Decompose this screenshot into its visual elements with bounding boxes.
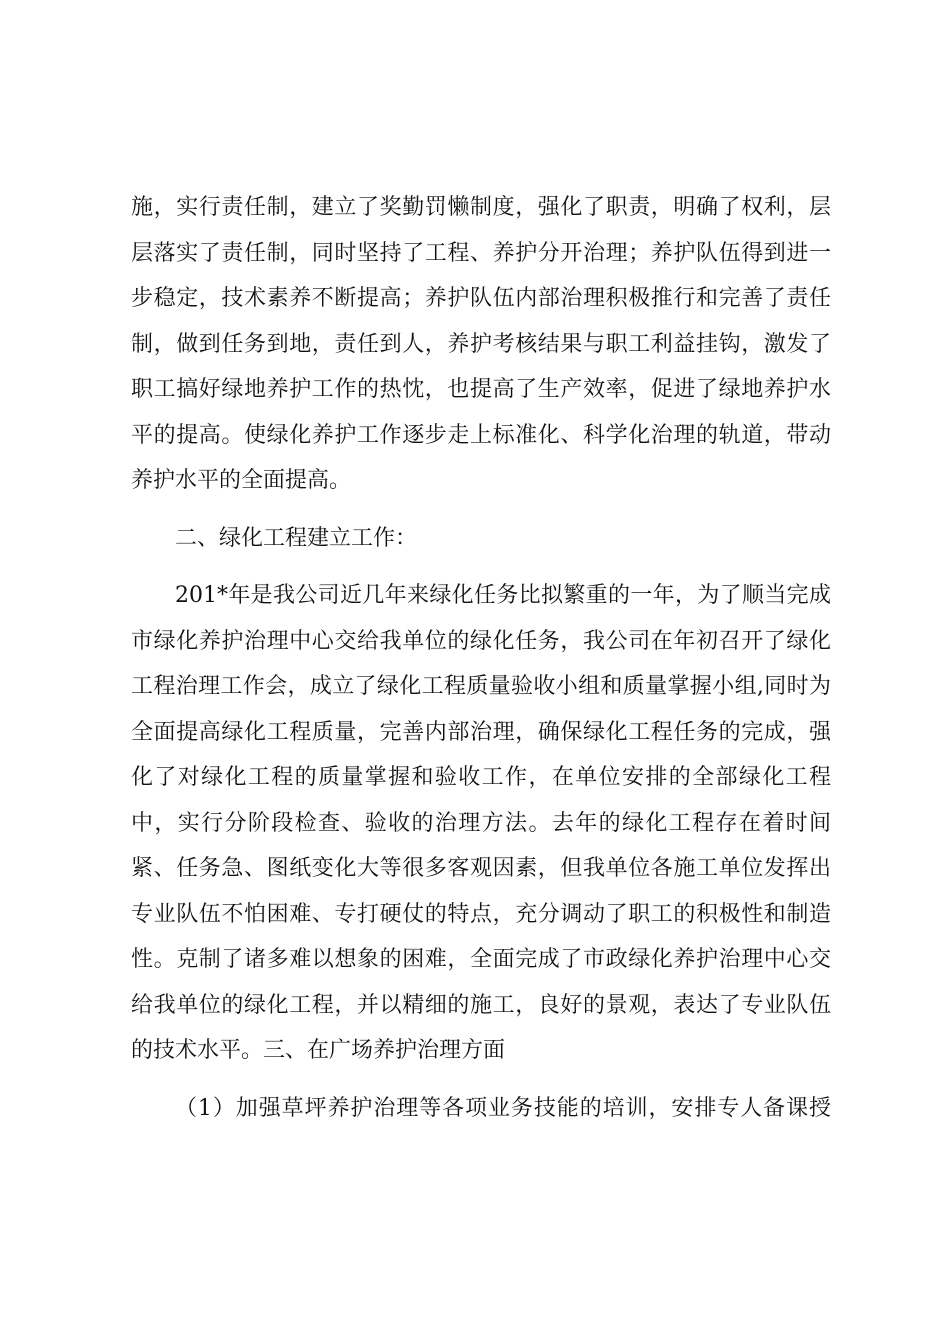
text-line: 的技术水平。三、在广场养护治理方面 xyxy=(131,1038,506,1063)
text-line: 201*年是我公司近几年来绿化任务比拟繁重的一年，为了顺当完成 xyxy=(175,583,831,608)
text-line: 专业队伍不怕困难、专打硬仗的特点，充分调动了职工的积极性和制造 xyxy=(131,901,831,927)
text-line: 施，实行责任制，建立了奖勤罚懒制度，强化了职责，明确了权利，层 xyxy=(131,195,831,220)
text-line: （1）加强草坪养护治理等各项业务技能的培训，安排专人备课授 xyxy=(175,1095,831,1121)
paragraph-maintenance-responsibility xyxy=(131,185,831,504)
text-line: 给我单位的绿化工程，并以精细的施工，良好的景观，表达了专业队伍 xyxy=(131,992,831,1018)
text-line: 步稳定，技术素养不断提高；养护队伍内部治理积极推行和完善了责任 xyxy=(131,286,831,311)
text-line: 工程治理工作会，成立了绿化工程质量验收小组和质量掌握小组,同时为 xyxy=(131,674,831,699)
text-line: 中，实行分阶段检查、验收的治理方法。去年的绿化工程存在着时间 xyxy=(131,810,831,836)
text-line: 制，做到任务到地，责任到人，养护考核结果与职工利益挂钩，激发了 xyxy=(131,331,831,357)
paragraph-training xyxy=(131,1086,831,1132)
text-line: 养护水平的全面提高。 xyxy=(131,468,352,493)
paragraph-greening-project xyxy=(131,573,831,1074)
text-line: 职工搞好绿地养护工作的热忱，也提高了生产效率，促进了绿地养护水 xyxy=(131,377,831,402)
text-line: 紧、任务急、图纸变化大等很多客观因素，但我单位各施工单位发挥出 xyxy=(131,856,831,881)
section-heading: 二、绿化工程建立工作： xyxy=(175,525,418,551)
text-line: 平的提高。使绿化养护工作逐步走上标准化、科学化治理的轨道，带动 xyxy=(131,422,831,448)
text-line: 全面提高绿化工程质量，完善内部治理，确保绿化工程任务的完成，强 xyxy=(131,719,831,745)
text-line: 层落实了责任制，同时坚持了工程、养护分开治理；养护队伍得到进一 xyxy=(131,240,831,266)
text-line: 性。克制了诸多难以想象的困难，全面完成了市政绿化养护治理中心交 xyxy=(131,947,831,972)
text-line: 化了对绿化工程的质量掌握和验收工作，在单位安排的全部绿化工程 xyxy=(131,765,831,790)
body-text xyxy=(131,185,831,1131)
text-line: 市绿化养护治理中心交给我单位的绿化任务，我公司在年初召开了绿化 xyxy=(131,628,831,654)
section-heading-greening-project xyxy=(131,516,831,562)
